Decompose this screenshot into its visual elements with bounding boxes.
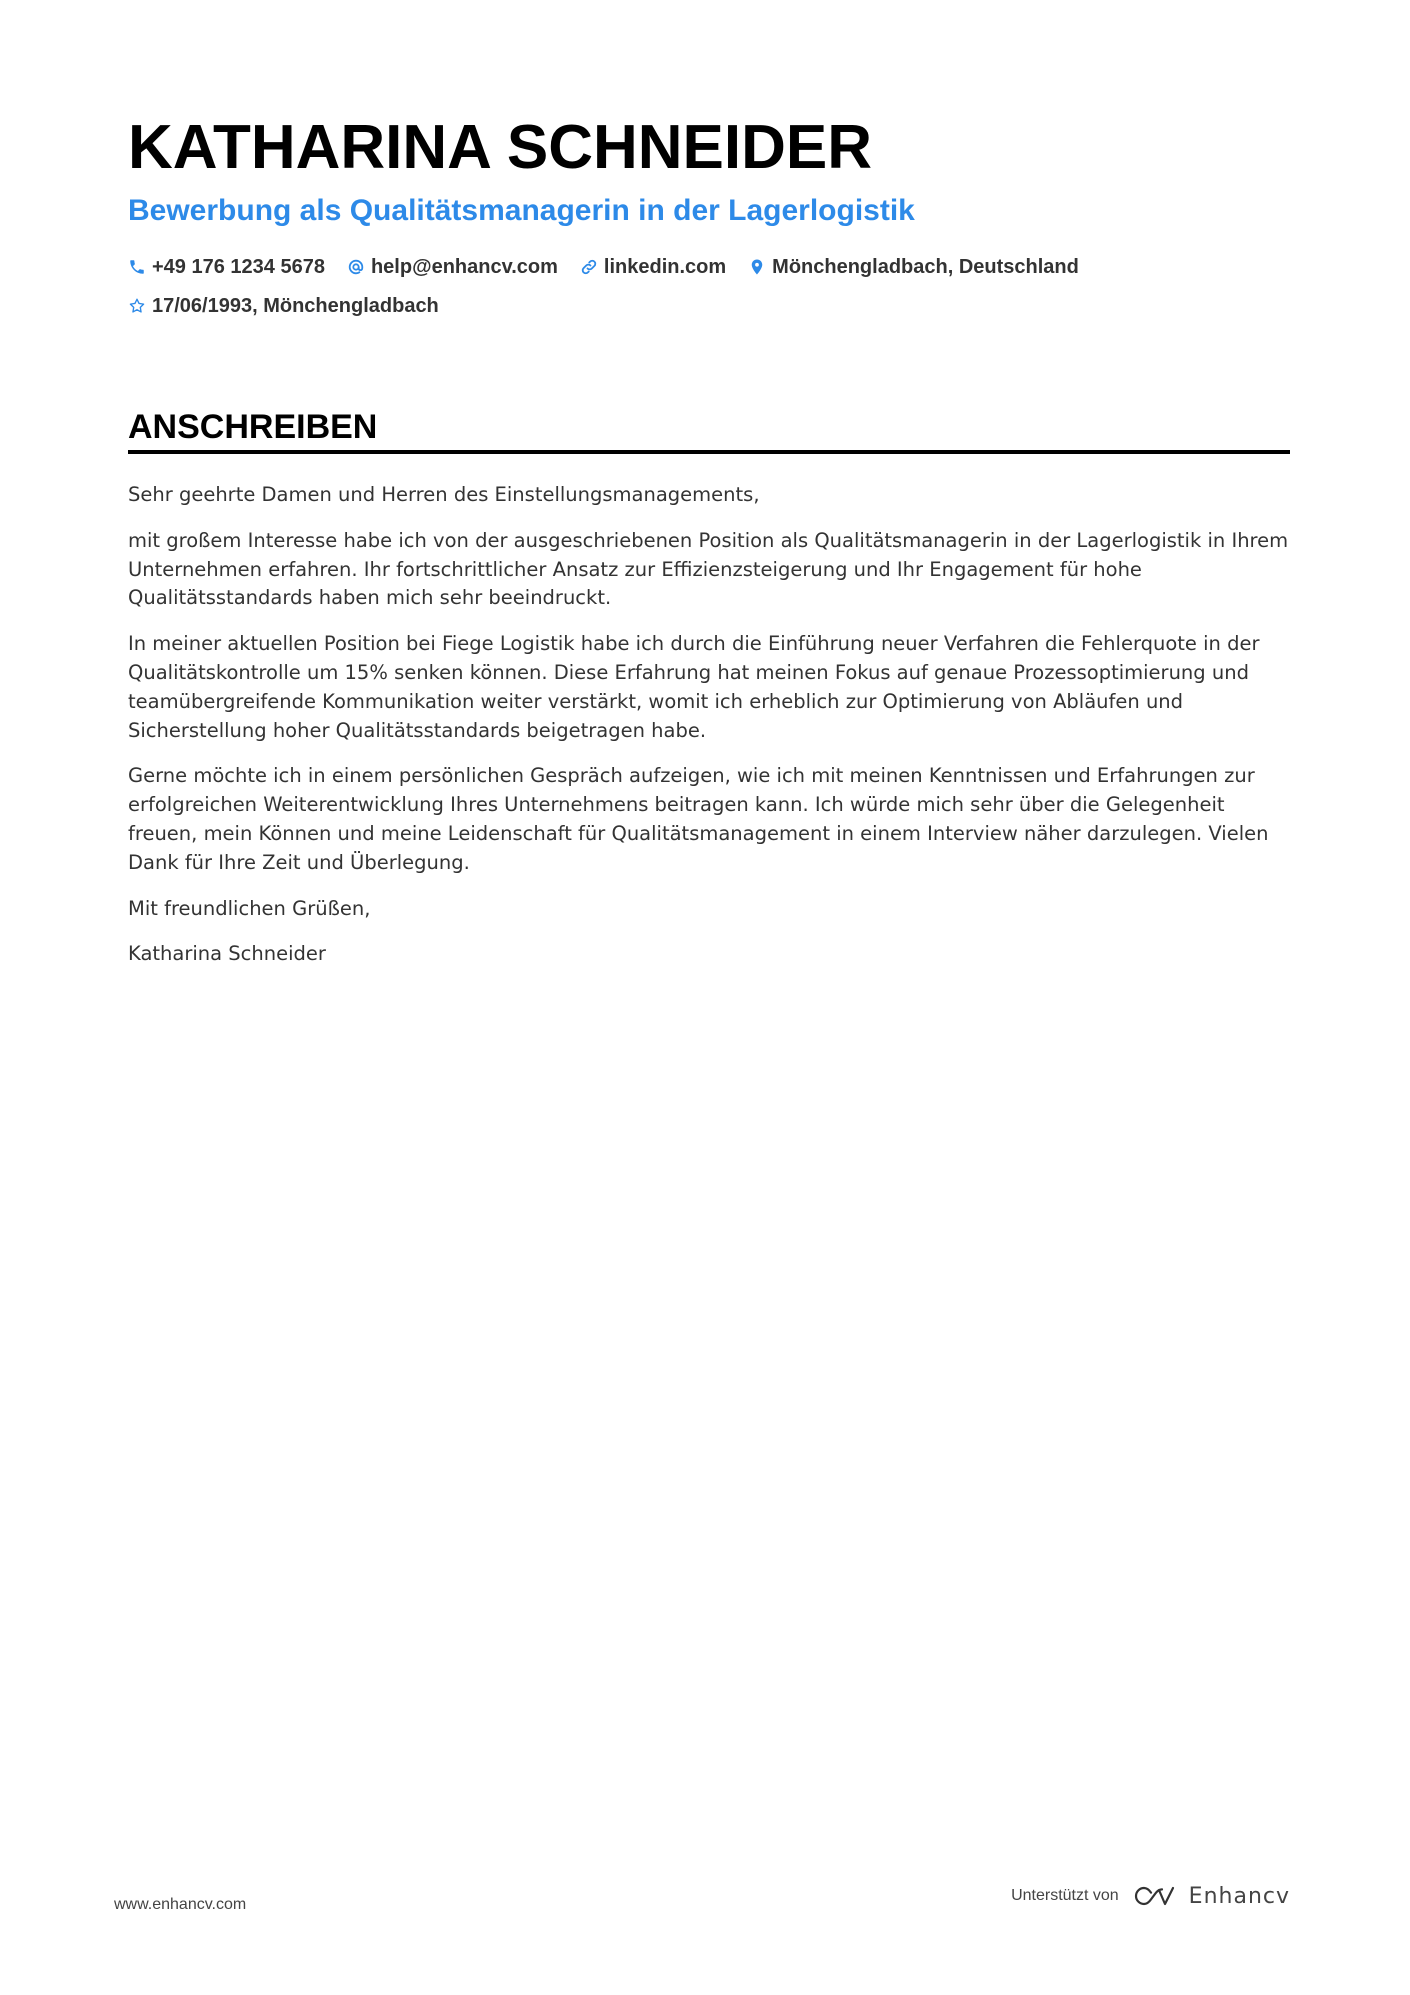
footer-branding (1011, 1882, 1290, 1910)
contact-phone (128, 256, 325, 279)
letter-body (128, 481, 1290, 986)
section-divider (128, 450, 1290, 454)
powered-by-label: Unterstützt von (1011, 1887, 1119, 1904)
contact-email[interactable] (347, 256, 558, 279)
email-text: help@enhancv.com (370, 255, 558, 278)
applicant-name: KATHARINA SCHNEIDER (128, 113, 872, 182)
section-title: ANSCHREIBEN (128, 408, 378, 446)
letter-closing: Mit freundlichen Grüßen, (128, 896, 371, 920)
star-icon (128, 297, 146, 315)
birth-text: 17/06/1993, Mönchengladbach (152, 294, 439, 317)
letter-signature: Katharina Schneider (128, 942, 326, 966)
contact-info (128, 252, 1290, 330)
application-headline: Bewerbung als Qualitätsmanagerin in der Lagerlogistik (128, 194, 915, 227)
contact-birth (128, 295, 439, 318)
at-icon (347, 258, 365, 276)
letter-salutation: Sehr geehrte Damen und Herren des Einstellungsmanagements, (128, 483, 760, 506)
linkedin-text: linkedin.com (603, 255, 727, 278)
footer-website[interactable]: www.enhancv.com (114, 1896, 247, 1913)
link-icon (580, 258, 598, 276)
contact-row-primary (128, 252, 1290, 282)
contact-row-secondary (128, 291, 1290, 321)
letter-paragraph: Gerne möchte ich in einem persönlichen Gespräch aufzeigen, wie ich mit meinen Kenntnissen und Erfahrungen zur erfolgreichen Weiterentwicklung Ihres Unternehmens beitragen kann. Ich würde mich sehr über die Gelegenheit freuen, mein Können und meine Leidenschaft für Qualitätsmanagement in einem Interview näher darzulegen. Vielen Dank für Ihre Zeit und Überlegung. (128, 764, 1269, 874)
location-text: Mönchengladbach, Deutschland (772, 255, 1079, 278)
letter-paragraph: In meiner aktuellen Position bei Fiege Logistik habe ich durch die Einführung neuer Verfahren die Fehlerquote in der Qualitätskontrolle um 15% senken können. Diese Erfahrung hat meinen Fokus auf genaue Prozessoptimierung und teamübergreifende Kommunikation weiter verstärkt, womit ich erheblich zur Optimierung von Abläufen und Sicherstellung hoher Qualitätsstandards beigetragen habe. (128, 632, 1260, 742)
contact-location (748, 256, 1079, 279)
map-pin-icon (748, 258, 766, 276)
brand-name: Enhancv (1188, 1883, 1290, 1909)
phone-icon (128, 258, 146, 276)
enhancv-logo-icon[interactable] (1131, 1882, 1189, 1910)
contact-linkedin[interactable] (580, 256, 726, 279)
letter-paragraph: mit großem Interesse habe ich von der ausgeschriebenen Position als Qualitätsmanagerin in der Lagerlogistik in Ihrem Unternehmen erfahren. Ihr fortschrittlicher Ansatz zur Effizienzsteigerung und Ihr Engagement für hohe Qualitätsstandards haben mich sehr beeindruckt. (128, 528, 1289, 610)
phone-text: +49 176 1234 5678 (152, 255, 325, 278)
